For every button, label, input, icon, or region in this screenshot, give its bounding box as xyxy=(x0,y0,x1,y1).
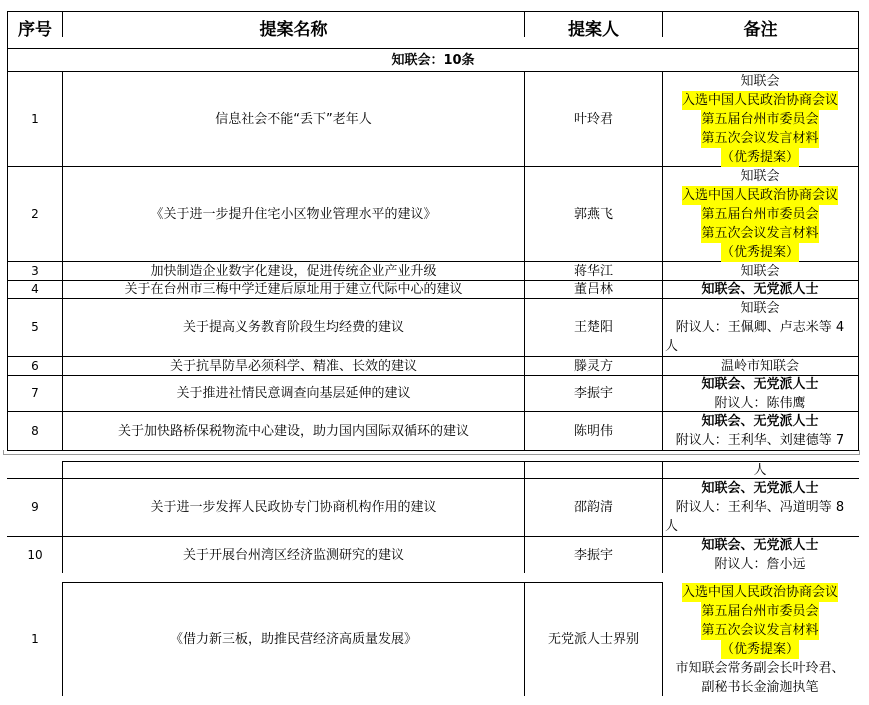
row-9-no: 9 xyxy=(31,500,39,514)
row-7-name: 关于推进社情民意调查向基层延伸的建议 xyxy=(176,386,411,401)
row-7-notes xyxy=(662,376,858,411)
note-line-highlighted: 第五届台州市委员会 xyxy=(701,206,819,222)
note-line: 人 xyxy=(753,462,767,478)
row-11-proposer: 无党派人士界别 xyxy=(547,632,639,647)
note-line-highlighted: 第五届台州市委员会 xyxy=(701,603,819,619)
row-7-no: 7 xyxy=(31,386,39,400)
note-line: 附议人：陈伟鹰 xyxy=(714,395,806,411)
row-5-proposer: 王楚阳 xyxy=(573,320,613,335)
note-line: 附议人：王利华、刘建德等 7 xyxy=(675,433,845,448)
note-line: 副秘书长金渝迦执笔 xyxy=(701,679,819,695)
row-11-no: 1 xyxy=(31,632,39,646)
row-4-notes xyxy=(662,281,858,298)
header-notes: 备注 xyxy=(743,19,778,40)
header-no: 序号 xyxy=(18,19,52,40)
row-8-name: 关于加快路桥保税物流中心建设，助力国内国际双循环的建议 xyxy=(117,423,469,439)
header-name: 提案名称 xyxy=(259,19,328,40)
header-proposer: 提案人 xyxy=(568,19,619,40)
row-8-proposer: 陈明伟 xyxy=(573,423,613,439)
note-line: 温岭市知联会 xyxy=(720,358,799,374)
note-line-bold: 知联会、无党派人士 xyxy=(701,538,819,553)
row-10-notes xyxy=(662,537,858,573)
note-line-highlighted: 第五届台州市委员会 xyxy=(701,111,819,127)
note-line: 知联会 xyxy=(740,168,780,184)
row-11-notes xyxy=(662,583,858,696)
row-9-proposer: 邵韵清 xyxy=(573,500,613,515)
note-line-bold: 知联会、无党派人士 xyxy=(701,414,819,429)
note-line: 附议人：王佩卿、卢志米等 4 xyxy=(675,320,845,335)
note-line: 知联会 xyxy=(740,263,780,279)
row-3-notes xyxy=(662,262,858,280)
row-3-no: 3 xyxy=(31,263,39,278)
row-3-name: 加快制造企业数字化建设，促进传统企业产业升级 xyxy=(150,263,437,279)
note-line: 知联会 xyxy=(740,73,780,89)
note-line: 附议人：詹小远 xyxy=(714,557,806,572)
note-line-highlighted: （优秀提案） xyxy=(720,149,799,165)
note-line-bold: 知联会、无党派人士 xyxy=(701,376,819,392)
row-6-no: 6 xyxy=(31,358,39,373)
row-2-no: 2 xyxy=(31,206,39,221)
row-10-proposer: 李振宇 xyxy=(573,547,613,563)
row-5-no: 5 xyxy=(31,320,39,334)
row-2-proposer: 郭燕飞 xyxy=(573,206,613,222)
section-title: 知联会：10条 xyxy=(391,52,475,68)
note-line: 人 xyxy=(665,339,679,354)
row-7-proposer: 李振宇 xyxy=(573,386,613,401)
row-6-notes xyxy=(662,357,858,375)
row-6-proposer: 滕灵方 xyxy=(573,358,613,374)
row-8-notes xyxy=(662,412,858,450)
row-9-notes xyxy=(662,479,858,536)
row-8-notes-continued xyxy=(662,462,858,478)
note-line: 人 xyxy=(665,519,679,534)
row-2-name: 《关于进一步提升住宅小区物业管理水平的建议》 xyxy=(150,206,437,222)
note-line-highlighted: （优秀提案） xyxy=(720,641,799,657)
note-line-bold: 知联会、无党派人士 xyxy=(701,282,819,297)
row-9-name: 关于进一步发挥人民政协专门协商机构作用的建议 xyxy=(150,500,437,515)
row-11-name: 《借力新三板，助推民营经济高质量发展》 xyxy=(169,632,417,647)
note-line: 市知联会常务副会长叶玲君、 xyxy=(675,660,845,676)
row-5-name: 关于提高义务教育阶段生均经费的建议 xyxy=(182,320,404,335)
row-2-notes xyxy=(662,167,858,261)
note-line-highlighted: 第五次会议发言材料 xyxy=(701,622,819,638)
row-4-name: 关于在台州市三梅中学迁建后原址用于建立代际中心的建议 xyxy=(124,282,463,297)
row-3-proposer: 蒋华江 xyxy=(573,263,613,279)
row-6-name: 关于抗旱防旱必须科学、精准、长效的建议 xyxy=(169,358,417,374)
note-line-highlighted: 入选中国人民政治协商会议 xyxy=(681,584,838,600)
row-1-notes xyxy=(662,72,858,166)
note-line-highlighted: 第五次会议发言材料 xyxy=(701,130,819,146)
row-8-no: 8 xyxy=(31,423,39,438)
row-4-no: 4 xyxy=(31,282,39,296)
note-line-bold: 知联会、无党派人士 xyxy=(701,481,819,496)
row-1-name: 信息社会不能“丢下”老年人 xyxy=(215,111,372,127)
note-line-highlighted: 入选中国人民政治协商会议 xyxy=(681,92,838,108)
row-10-no: 10 xyxy=(27,547,43,562)
note-line-highlighted: 入选中国人民政治协商会议 xyxy=(681,187,838,203)
note-line: 知联会 xyxy=(740,301,780,316)
row-5-notes xyxy=(662,299,858,356)
note-line: 附议人：王利华、冯道明等 8 xyxy=(675,500,845,515)
note-line-highlighted: （优秀提案） xyxy=(720,244,799,260)
row-4-proposer: 董吕林 xyxy=(573,282,613,297)
row-1-proposer: 叶玲君 xyxy=(573,111,613,127)
note-line-highlighted: 第五次会议发言材料 xyxy=(701,225,819,241)
row-10-name: 关于开展台州湾区经济监测研究的建议 xyxy=(182,547,404,563)
row-1-no: 1 xyxy=(31,111,39,126)
